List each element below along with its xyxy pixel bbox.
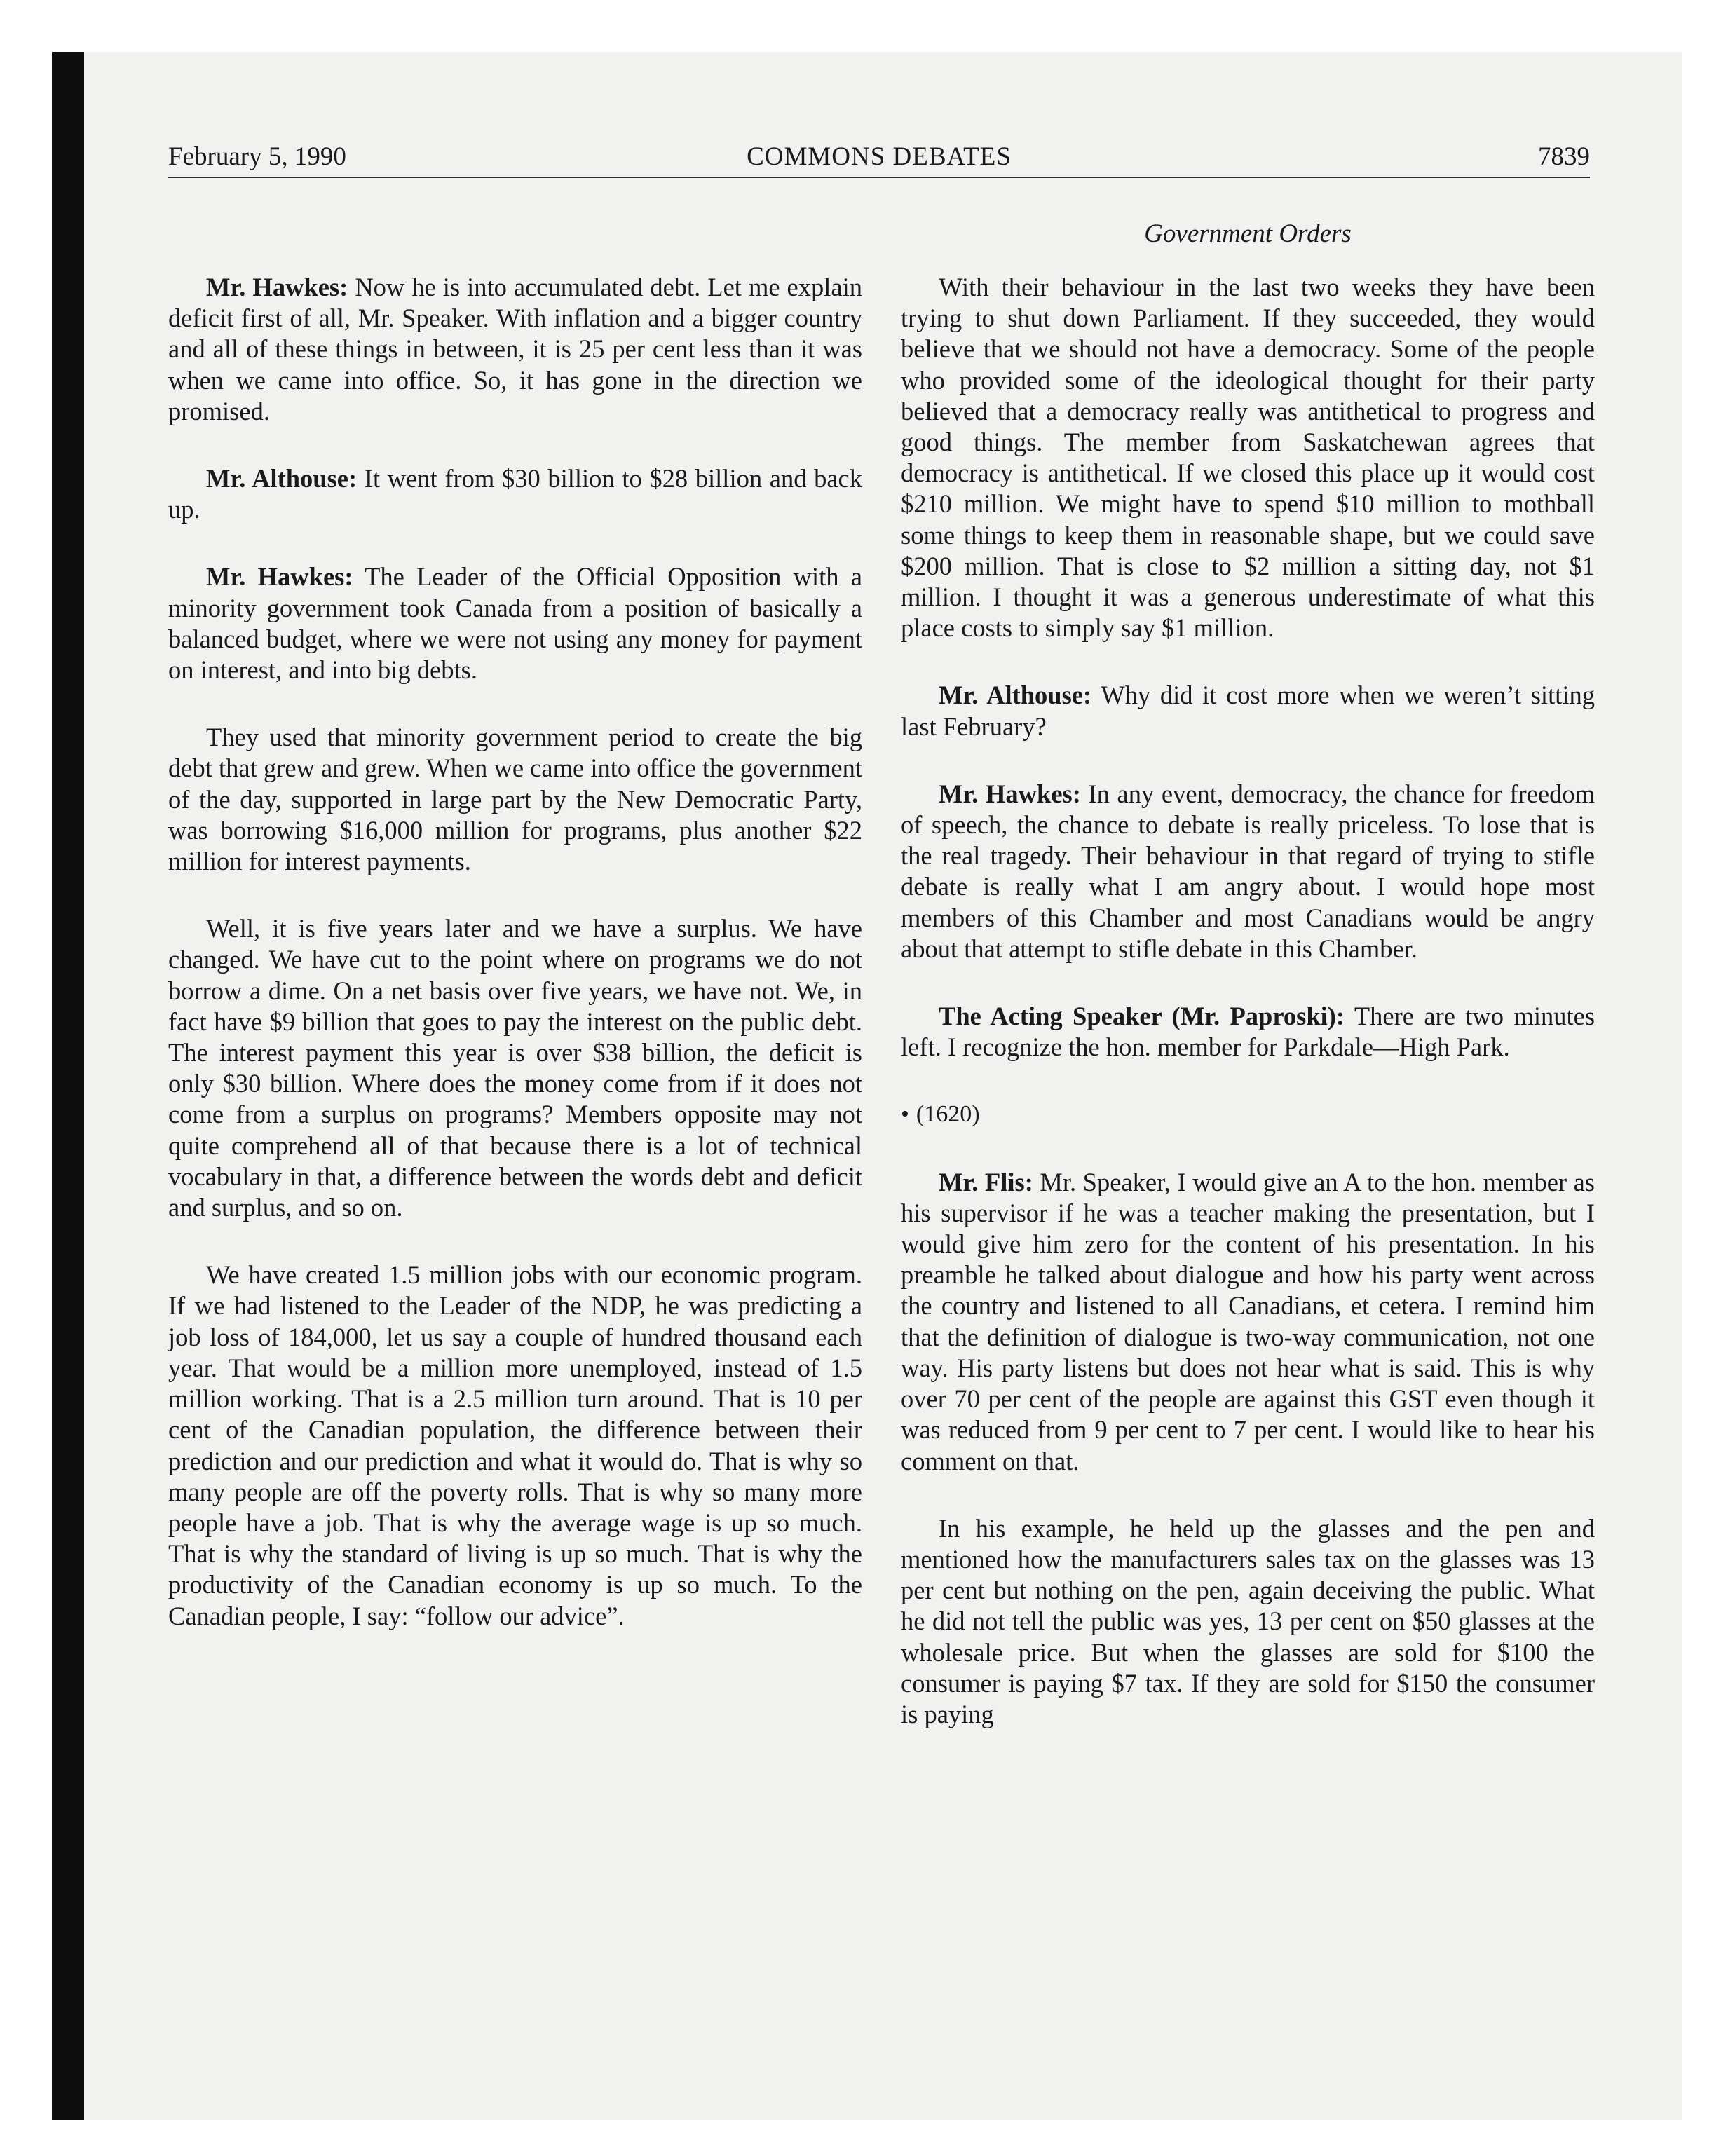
bullet-icon: •: [901, 1101, 909, 1128]
paragraph-text: We have created 1.5 million jobs with our economic program. If we had listened to the Leader of the NDP, he was predicting a job loss of 184,000, let us say a couple of hundred thousand each year. That would be a million more unemployed, instead of 1.5 million working. That is a 2.5 million turn around. That is 10 per cent of the Canadian population, the difference between their prediction and our prediction and what it would do. That is why so many people are off the poverty rolls. That is why so many more people have a job. That is why the average wage is up so much. That is why the standard of living is up so much. That is why the productivity of the Canadian economy is up so much. To the Canadian people, I say: “follow our advice”.: [168, 1260, 862, 1630]
paragraph: [168, 913, 862, 1223]
section-label: Government Orders: [1144, 219, 1352, 248]
header-title: COMMONS DEBATES: [747, 142, 1012, 171]
paragraph: [901, 680, 1595, 742]
paragraph-text: Why did it cost more when we weren’t sitting last February?: [901, 681, 1595, 741]
paragraph: [901, 272, 1595, 643]
paragraph: [901, 1513, 1595, 1730]
speaker-name: Mr. Althouse:: [939, 681, 1092, 710]
timestamp-text: (1620): [916, 1101, 980, 1128]
paragraph-text: There are two minutes left. I recognize the hon. member for Parkdale—High Park.: [901, 1002, 1595, 1062]
paragraph-text: In his example, he held up the glasses and the pen and mentioned how the manufacturers sales tax on the glasses was 13 per cent but nothing on the pen, again deceiving the public. What he did not tell the public was yes, 13 per cent on $50 glasses at the wholesale price. But when the glasses are sold for $100 the consumer is paying $7 tax. If they are sold for $150 the consumer is paying: [901, 1513, 1595, 1728]
paragraph-text: It went from $30 billion to $28 billion and back up.: [168, 464, 862, 524]
header-page-number: 7839: [1538, 142, 1590, 171]
paragraph: [901, 1167, 1595, 1477]
paragraph-text: Now he is into accumulated debt. Let me explain deficit first of all, Mr. Speaker. With inflation and a bigger country and all of these things in between, it is 25 per cent less than it was when we came into office. So, it has gone in the direction we promised.: [168, 273, 862, 425]
paragraph: [168, 272, 862, 427]
paragraph-text: Well, it is five years later and we have a surplus. We have changed. We have cut to the point where on programs we do not borrow a dime. On a net basis over five years, we have not. We, in fact have $9 billion that goes to pay the interest on the public debt. The interest payment this year is over $38 billion, the deficit is only $30 billion. Where does the money come from if it does not come from a surplus on programs? Members opposite may not quite comprehend all of that because there is a lot of technical vocabulary in that, a difference between the words debt and deficit and surplus, and so on.: [168, 914, 862, 1222]
paragraph: [901, 1001, 1595, 1063]
right-column: [901, 272, 1595, 1730]
paragraph-text: They used that minority government period to create the big debt that grew and grew. When we came into office the government of the day, supported in large part by the New Democratic Party, was borrowing $16,000 million for programs, plus another $22 million for interest payments.: [168, 723, 862, 876]
header-date: February 5, 1990: [168, 142, 346, 171]
paragraph: [168, 722, 862, 877]
left-column: [168, 272, 862, 1632]
speaker-name: Mr. Flis:: [939, 1167, 1033, 1196]
speaker-name: Mr. Hawkes:: [206, 562, 353, 592]
paragraph: [168, 463, 862, 525]
paragraph-text: Mr. Speaker, I would give an A to the hon. member as his supervisor if he was a teacher making the presentation, but I would give him zero for the content of his presentation. In his preamble he talked about dialogue and how his party went across the country and listened to all Canadians, et cetera. I remind him that the definition of dialogue is two-way communication, not one way. His party listens but does not hear what is said. This is why over 70 per cent of the people are against this GST even though it was reduced from 9 per cent to 7 per cent. I would like to hear his comment on that.: [901, 1167, 1595, 1475]
speaker-name: The Acting Speaker (Mr. Paproski):: [939, 1002, 1345, 1031]
speaker-name: Mr. Althouse:: [206, 464, 358, 493]
paragraph-text: The Leader of the Official Opposition with a minority government took Canada from a position of basically a balanced budget, where we were not using any money for payment on interest, and into big debts.: [168, 562, 862, 685]
header-rule: [168, 177, 1590, 178]
paragraph: [168, 561, 862, 685]
binding-edge: [52, 52, 84, 2120]
paragraph: [901, 779, 1595, 964]
speaker-name: Mr. Hawkes:: [206, 273, 348, 301]
speaker-name: Mr. Hawkes:: [939, 779, 1081, 808]
timestamp: [901, 1099, 1595, 1130]
paragraph: [168, 1260, 862, 1631]
paragraph-text: In any event, democracy, the chance for freedom of speech, the chance to debate is really priceless. To lose that is the real tragedy. Their behaviour in that regard of trying to stifle debate is really what I am angry about. I would hope most members of this Chamber and most Canadians would be angry about that attempt to stifle debate in this Chamber.: [901, 779, 1595, 963]
paragraph-text: With their behaviour in the last two weeks they have been trying to shut down Parliament. If they succeeded, they would believe that we should not have a democracy. Some of the people who provided some of the ideological thought for their party believed that a democracy really was antithetical to progress and good things. The member from Saskatchewan agrees that democracy is antithetical. If we closed this place up it would cost $210 million. We might have to spend $10 million to mothball some things to keep them in reasonable shape, but we could save $200 million. That is close to $2 million a sitting day, not $1 million. I thought it was a generous underestimate of what this place costs to simply say $1 million.: [901, 273, 1595, 643]
